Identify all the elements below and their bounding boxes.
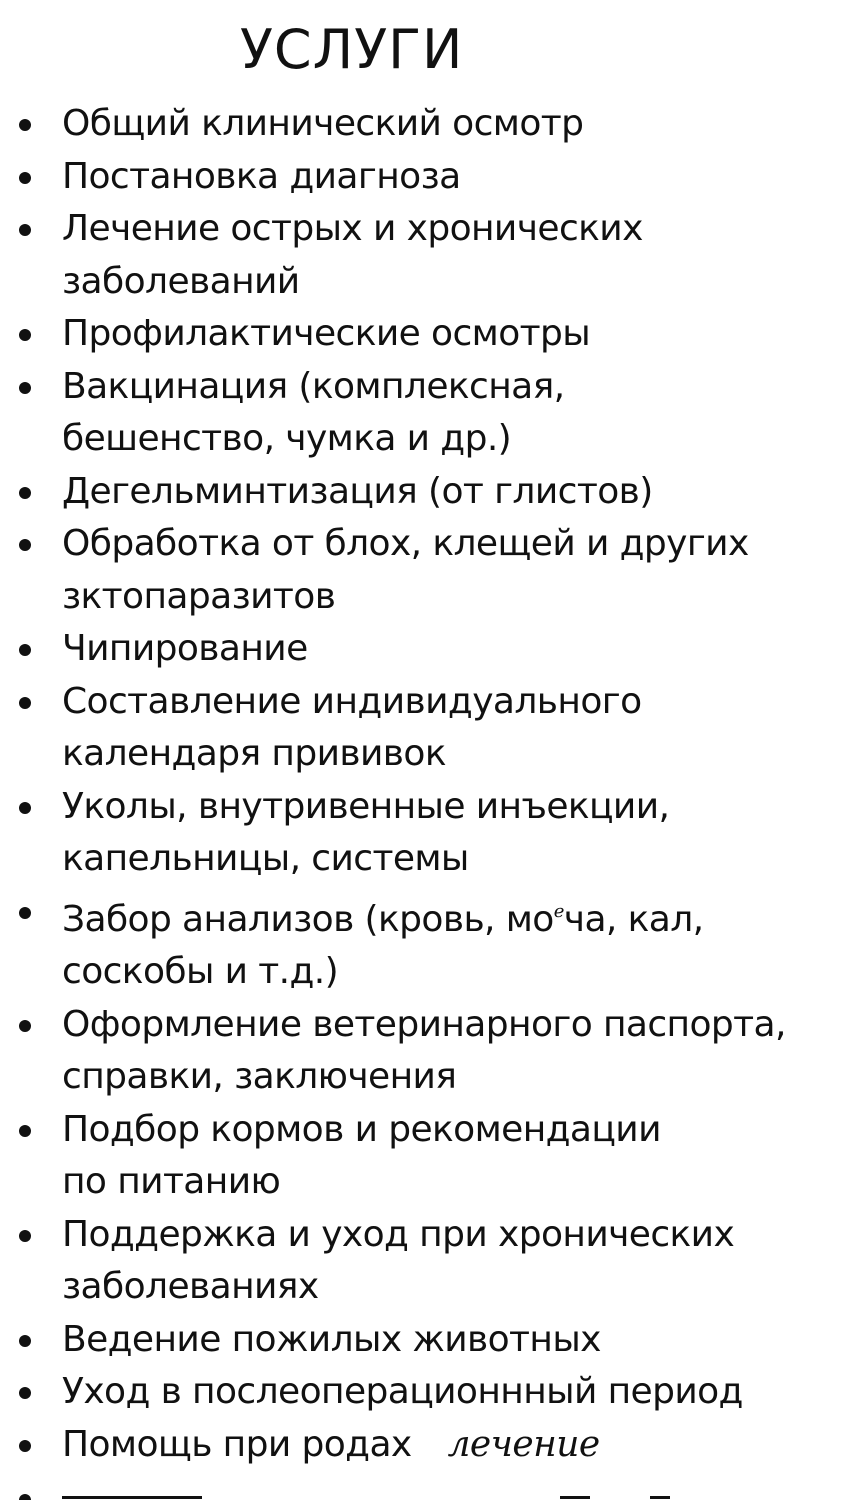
list-item (0, 999, 854, 1104)
cut-off-list-item (0, 1488, 854, 1500)
service-text: Подбор кормов и рекомендации (62, 1108, 661, 1150)
page-title: УСЛУГИ (240, 18, 464, 81)
bullet-icon (19, 1230, 31, 1242)
list-item (0, 361, 854, 466)
service-text-continued: зктопаразитов (62, 575, 336, 617)
bullet-icon (19, 487, 31, 499)
service-text: Оформление ветеринарного паспорта, (62, 1003, 786, 1045)
service-text-continued: календаря прививок (62, 733, 446, 774)
service-text: Чипирование (62, 628, 308, 669)
bullet-icon (19, 802, 31, 814)
service-text: Уколы, внутривенные инъекции, (62, 785, 670, 827)
bullet-icon (19, 1020, 31, 1032)
bullet-icon (19, 224, 31, 236)
list-item (0, 1104, 854, 1209)
list-item (0, 308, 854, 361)
list-item (0, 203, 854, 308)
service-text: Профилактические осмотры (62, 313, 591, 354)
list-item (0, 1314, 854, 1367)
list-item (0, 781, 854, 886)
bullet-icon (19, 329, 31, 341)
service-text: Общий клинический осмотр (62, 103, 584, 144)
service-text: Постановка диагноза (62, 155, 461, 197)
service-text-continued: капельницы, системы (62, 838, 469, 879)
bullet-icon (19, 697, 31, 709)
handwritten-mark: е (553, 900, 564, 922)
service-text-continued: справки, заключения (62, 1056, 457, 1097)
service-text-continued: заболеваний (62, 260, 300, 302)
list-item (0, 1419, 854, 1472)
list-item (0, 518, 854, 623)
list-item (0, 886, 854, 999)
service-text-continued: заболеваниях (62, 1266, 319, 1307)
bullet-icon (19, 1440, 31, 1452)
bullet-icon (19, 1494, 31, 1500)
list-item (0, 1366, 854, 1419)
service-text: Дегельминтизация (от глистов) (62, 470, 653, 512)
cut-off-text-fragment (560, 1496, 590, 1499)
bullet-icon (19, 539, 31, 551)
list-item (0, 151, 854, 204)
service-text: Вакцинация (комплексная, (62, 365, 565, 407)
cut-off-text-fragment (62, 1496, 202, 1499)
list-item (0, 1209, 854, 1314)
cut-off-text-fragment (650, 1496, 670, 1499)
service-text-continued: по питанию (62, 1161, 281, 1202)
services-list (0, 98, 854, 1471)
bullet-icon (19, 644, 31, 656)
list-item (0, 676, 854, 781)
list-item (0, 98, 854, 151)
bullet-icon (19, 1387, 31, 1399)
service-text: Составление индивидуального (62, 680, 642, 722)
bullet-icon (19, 1335, 31, 1347)
service-text (62, 1419, 854, 1472)
service-text-part: Забор анализов (кровь, мо (62, 898, 554, 940)
service-text-continued: соскобы и т.д.) (62, 951, 339, 992)
service-text-part: Помощь при родах (62, 1423, 412, 1465)
service-text: Поддержка и уход при хронических (62, 1213, 735, 1255)
service-text: Ведение пожилых животных (62, 1318, 601, 1360)
service-text-part: ча, кал, (563, 898, 704, 940)
bullet-icon (19, 907, 31, 919)
service-text-continued: бешенство, чумка и др.) (62, 418, 512, 459)
bullet-icon (19, 172, 31, 184)
bullet-icon (19, 119, 31, 131)
service-text (62, 886, 854, 947)
list-item (0, 466, 854, 519)
handwritten-word: лечение (447, 1423, 600, 1465)
list-item (0, 623, 854, 676)
service-text: Лечение острых и хронических (62, 208, 643, 249)
bullet-icon (19, 382, 31, 394)
service-text: Обработка от блох, клещей и других (62, 523, 749, 564)
bullet-icon (19, 1125, 31, 1137)
service-text: Уход в послеоперационнный период (62, 1371, 743, 1412)
